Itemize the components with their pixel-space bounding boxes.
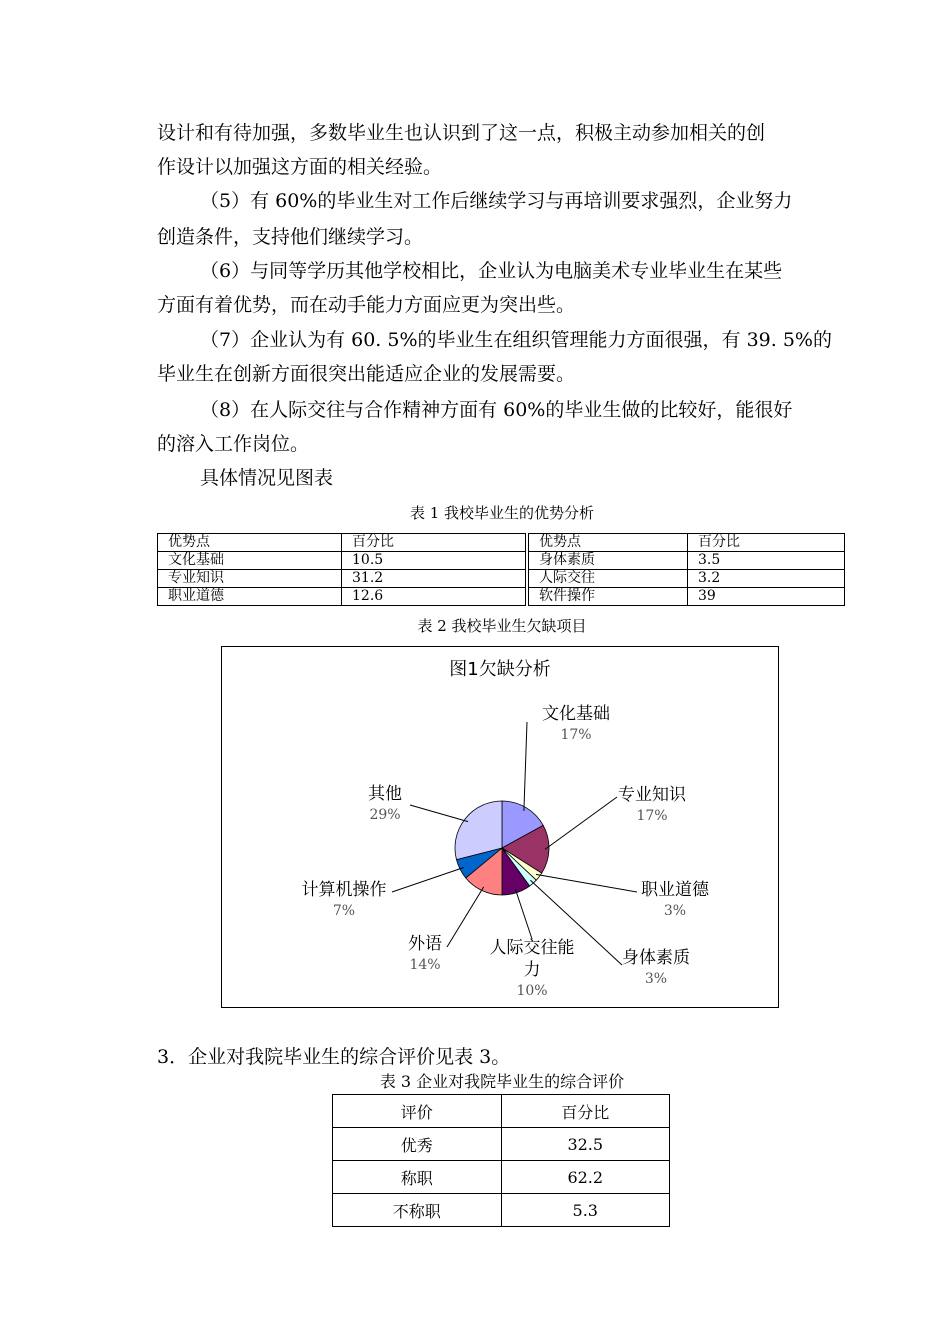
table-cell: 文化基础: [158, 552, 342, 570]
paragraph-line: （7）企业认为有 60. 5%的毕业生在组织管理能力方面很强，有 39. 5%的: [200, 329, 832, 351]
pie-category-label: 人际交往能力: [489, 938, 575, 980]
table-cell: 职业道德: [158, 588, 342, 606]
paragraph-line: 方面有着优势，而在动手能力方面应更为突出些。: [157, 294, 576, 316]
table-cell: 专业知识: [158, 570, 342, 588]
table-row: [158, 552, 845, 570]
table-row: [333, 1161, 670, 1194]
paragraph-line: （8）在人际交往与合作精神方面有 60%的毕业生做的比较好，能很好: [200, 399, 793, 421]
table3: [332, 1094, 670, 1227]
table2-caption: 表 2 我校毕业生欠缺项目: [417, 617, 587, 635]
paragraph-line: 具体情况见图表: [200, 467, 334, 489]
chart-title: 图1欠缺分析: [449, 659, 551, 680]
pie-leader-line: [536, 874, 637, 892]
pie-leader-line: [545, 797, 617, 849]
table1: [157, 533, 845, 606]
table-cell: 身体素质: [529, 552, 688, 570]
pie-value-label: 10%: [516, 983, 548, 999]
paragraph-line: 毕业生在创新方面很突出能适应企业的发展需要。: [157, 363, 576, 385]
pie-category-label: 外语: [408, 934, 442, 954]
table-cell: 10.5: [342, 552, 526, 570]
pie-leader-line: [392, 868, 464, 892]
table-cell: 称职: [333, 1161, 502, 1194]
table-row: [333, 1095, 670, 1128]
pie-category-label: 计算机操作: [301, 880, 387, 900]
table-row: [158, 588, 845, 606]
table-header-cell: 百分比: [342, 534, 526, 552]
pie-leader-line: [524, 722, 527, 811]
table-cell: 3.2: [688, 570, 845, 588]
table-cell: 人际交往: [529, 570, 688, 588]
paragraph-line: 设计和有待加强，多数毕业生也认识到了这一点，积极主动参加相关的创: [157, 122, 766, 144]
table-row: [158, 570, 845, 588]
section3-heading: 3．企业对我院毕业生的综合评价见表 3。: [157, 1046, 511, 1068]
table-cell: 39: [688, 588, 845, 606]
table-header-cell: 优势点: [529, 534, 688, 552]
table-row: [333, 1194, 670, 1227]
table-header-cell: 百分比: [501, 1095, 670, 1128]
pie-value-label: 17%: [560, 727, 592, 743]
pie-category-label: 专业知识: [618, 785, 686, 805]
pie-leader-line: [515, 889, 532, 939]
table-cell: 12.6: [342, 588, 526, 606]
table-cell: 优秀: [333, 1128, 502, 1161]
pie-chart: [221, 646, 779, 1008]
pie-value-label: 17%: [636, 808, 668, 824]
table-header-cell: 百分比: [688, 534, 845, 552]
table-cell: 不称职: [333, 1194, 502, 1227]
table-header-cell: 评价: [333, 1095, 502, 1128]
paragraph-line: 作设计以加强这方面的相关经验。: [157, 156, 443, 178]
pie-category-label: 其他: [368, 784, 402, 804]
pie-value-label: 3%: [644, 971, 668, 987]
paragraph-line: （6）与同等学历其他学校相比，企业认为电脑美术专业毕业生在某些: [200, 260, 783, 282]
paragraph-line: 的溶入工作岗位。: [157, 433, 310, 455]
pie-category-label: 文化基础: [542, 704, 610, 724]
table-cell: 软件操作: [529, 588, 688, 606]
table-row: [158, 534, 845, 552]
table-row: [333, 1128, 670, 1161]
table-header-cell: 优势点: [158, 534, 342, 552]
pie-category-label: 职业道德: [641, 880, 709, 900]
table-cell: 32.5: [501, 1128, 670, 1161]
pie-value-label: 29%: [369, 807, 401, 823]
pie-chart-canvas: [222, 647, 778, 1007]
pie-leader-line: [447, 887, 484, 947]
pie-category-label: 身体素质: [622, 948, 690, 968]
pie-value-label: 3%: [663, 903, 687, 919]
paragraph-line: 创造条件，支持他们继续学习。: [157, 226, 424, 248]
table1-caption: 表 1 我校毕业生的优势分析: [409, 504, 595, 522]
pie-leader-line: [410, 805, 468, 822]
table-cell: 5.3: [501, 1194, 670, 1227]
paragraph-line: （5）有 60%的毕业生对工作后继续学习与再培训要求强烈，企业努力: [200, 190, 793, 212]
table-cell: 62.2: [501, 1161, 670, 1194]
table-cell: 31.2: [342, 570, 526, 588]
table-cell: 3.5: [688, 552, 845, 570]
pie-value-label: 14%: [409, 957, 441, 973]
pie-value-label: 7%: [332, 903, 356, 919]
table3-caption: 表 3 企业对我院毕业生的综合评价: [379, 1072, 625, 1091]
